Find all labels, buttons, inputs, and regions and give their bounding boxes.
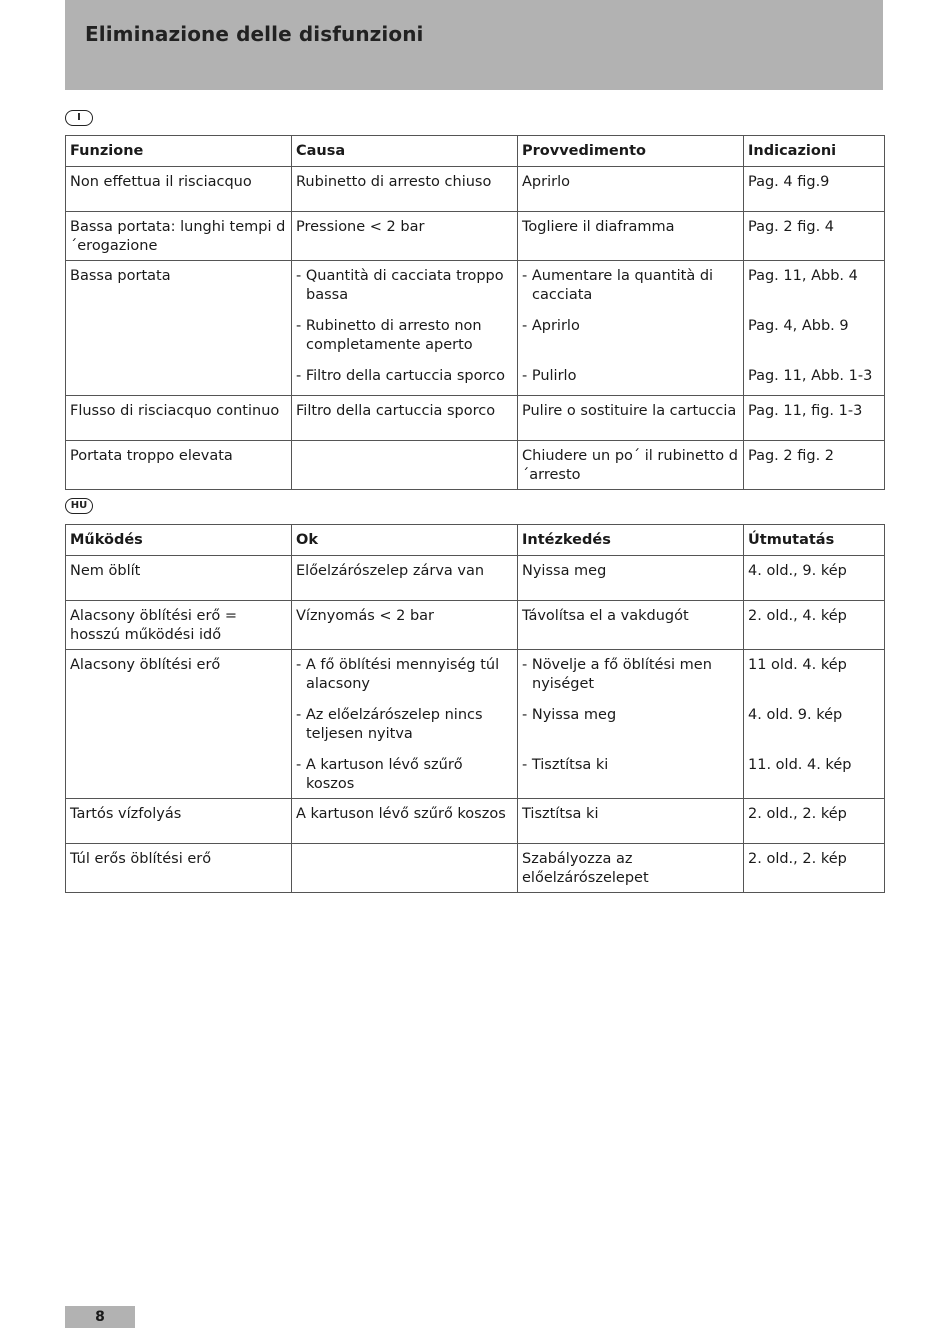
remedy-item: - Aprirlo <box>522 318 580 334</box>
reference-item: Pag. 4, Abb. 9 <box>748 318 849 334</box>
cell-cause: Pressione < 2 bar <box>292 212 518 261</box>
cell-reference: Pag. 4 fig.9 <box>744 167 885 212</box>
cell-cause <box>292 441 518 490</box>
cell-cause: A kartuson lévő szűrő koszos <box>292 799 518 844</box>
page-title: Eliminazione delle disfunzioni <box>85 22 424 46</box>
cell-remedy: Pulire o sostituire la cartuccia <box>518 396 744 441</box>
table-row <box>66 396 885 441</box>
table-row <box>66 556 885 601</box>
cause-item: - Filtro della cartuccia sporco <box>296 368 505 384</box>
cell-cause: Rubinetto di arresto chiuso <box>292 167 518 212</box>
language-badge-italian: I <box>65 110 93 126</box>
column-header-cause: Causa <box>292 136 518 167</box>
table-row <box>66 261 885 396</box>
cell-reference: 4. old., 9. kép <box>744 556 885 601</box>
column-header-remedy: Intézkedés <box>518 525 744 556</box>
cell-function: Portata troppo elevata <box>66 441 292 490</box>
table-row <box>66 167 885 212</box>
table-row <box>66 212 885 261</box>
reference-item: 11 old. 4. kép <box>748 657 847 673</box>
cell-remedy <box>518 650 744 799</box>
reference-item: 11. old. 4. kép <box>748 757 852 773</box>
cell-function: Alacsony öblítési erő = hosszú működési idő <box>66 601 292 650</box>
cause-item: - Quantità di cacciata troppo bassa <box>296 268 504 303</box>
table-header-row <box>66 525 885 556</box>
cause-item: - Az előelzárószelep nincs teljesen nyitva <box>296 707 483 742</box>
cause-item: - Rubinetto di arresto non completamente aperto <box>296 318 482 353</box>
table-row <box>66 799 885 844</box>
cell-reference: 2. old., 2. kép <box>744 844 885 893</box>
cell-cause: Előelzárószelep zárva van <box>292 556 518 601</box>
reference-item: Pag. 11, Abb. 1-3 <box>748 368 873 384</box>
table-row <box>66 844 885 893</box>
cell-cause <box>292 650 518 799</box>
table-header-row <box>66 136 885 167</box>
cell-reference: Pag. 2 fig. 2 <box>744 441 885 490</box>
table-row <box>66 441 885 490</box>
remedy-item: - Pulirlo <box>522 368 577 384</box>
cause-item: - A kartuson lévő szűrő koszos <box>296 757 463 792</box>
cell-remedy: Togliere il diaframma <box>518 212 744 261</box>
cell-function: Bassa portata <box>66 261 292 396</box>
troubleshooting-table-italian <box>65 135 885 490</box>
header-bar <box>65 0 883 90</box>
cell-function: Non effettua il risciacquo <box>66 167 292 212</box>
column-header-cause: Ok <box>292 525 518 556</box>
remedy-item: - Tisztítsa ki <box>522 757 609 773</box>
cell-cause: Víznyomás < 2 bar <box>292 601 518 650</box>
reference-item: 4. old. 9. kép <box>748 707 843 723</box>
cell-cause: Filtro della cartuccia sporco <box>292 396 518 441</box>
cell-reference: 2. old., 2. kép <box>744 799 885 844</box>
remedy-item: - Aumentare la quantità di cacciata <box>522 268 714 303</box>
cell-remedy: Aprirlo <box>518 167 744 212</box>
reference-item: Pag. 11, Abb. 4 <box>748 268 858 284</box>
cell-function: Bassa portata: lunghi tempi d´erogazione <box>66 212 292 261</box>
cell-function: Alacsony öblítési erő <box>66 650 292 799</box>
cell-function: Flusso di risciacquo continuo <box>66 396 292 441</box>
cell-remedy: Nyissa meg <box>518 556 744 601</box>
cell-cause <box>292 261 518 396</box>
column-header-function: Működés <box>66 525 292 556</box>
cell-function: Túl erős öblítési erő <box>66 844 292 893</box>
troubleshooting-table-hungarian <box>65 524 885 893</box>
cell-remedy: Chiudere un po´ il rubinetto d´arresto <box>518 441 744 490</box>
cell-reference: 2. old., 4. kép <box>744 601 885 650</box>
cell-function: Nem öblít <box>66 556 292 601</box>
language-badge-hungarian: HU <box>65 498 93 514</box>
cell-remedy <box>518 261 744 396</box>
cell-remedy: Szabályozza az előelzárószelepet <box>518 844 744 893</box>
column-header-remedy: Provvedimento <box>518 136 744 167</box>
table-row <box>66 601 885 650</box>
cell-reference <box>744 261 885 396</box>
cell-remedy: Tisztítsa ki <box>518 799 744 844</box>
remedy-item: - Nyissa meg <box>522 707 617 723</box>
cell-cause <box>292 844 518 893</box>
cell-remedy: Távolítsa el a vakdugót <box>518 601 744 650</box>
cell-reference: Pag. 11, fig. 1-3 <box>744 396 885 441</box>
column-header-reference: Útmutatás <box>744 525 885 556</box>
cell-reference: Pag. 2 fig. 4 <box>744 212 885 261</box>
cause-item: - A fő öblítési mennyiség túl alacsony <box>296 657 500 692</box>
table-row <box>66 650 885 799</box>
column-header-reference: Indicazioni <box>744 136 885 167</box>
cell-reference <box>744 650 885 799</box>
column-header-function: Funzione <box>66 136 292 167</box>
cell-function: Tartós vízfolyás <box>66 799 292 844</box>
page-number: 8 <box>65 1306 135 1328</box>
remedy-item: - Növelje a fő öblítési men nyiséget <box>522 657 712 692</box>
